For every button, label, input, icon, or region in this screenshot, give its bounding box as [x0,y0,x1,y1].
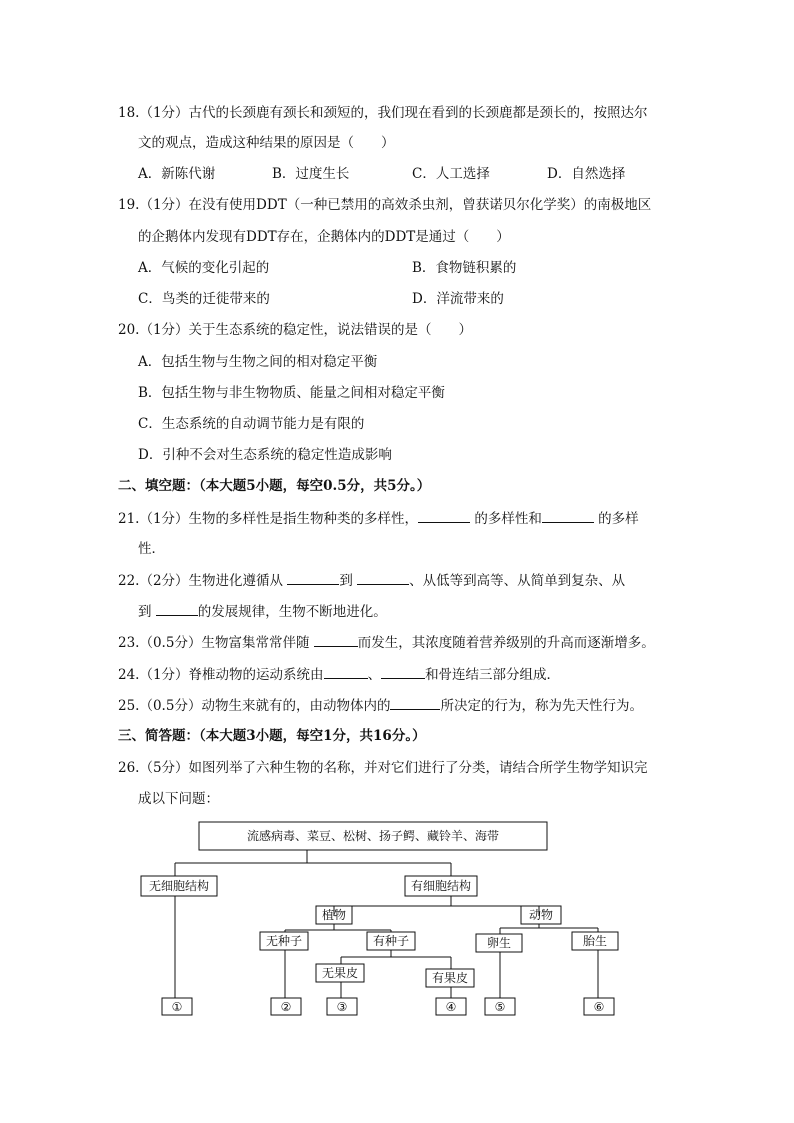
leaf-label-5: ⑤ [494,1000,506,1014]
q20-option-d: D．引种不会对生态系统的稳定性造成影响 [138,447,392,463]
no-pericarp-label: 无果皮 [321,966,359,980]
q20-line1: 20.（1分）关于生态系统的稳定性，说法错误的是（ ） [118,322,473,338]
leaf-label-1: ① [171,1000,183,1014]
plant-label: 植物 [321,908,347,922]
q24-text-1: 24.（1分）脊椎动物的运动系统由 [118,667,324,683]
q24-text-3: 和骨连结三部分组成． [425,667,561,683]
q19-option-a: A．气候的变化引起的 [138,260,270,276]
q22-text-2: 到 [339,573,358,589]
q23-text-2: 而发生，其浓度随着营养级别的升高而逐渐增多。 [357,635,655,651]
top-box-label: 流感病毒、菜豆、松树、扬子鳄、藏铃羊、海带 [246,829,500,843]
q19-line2: 的企鹅体内发现有DDT存在，企鹅体内的DDT是通过（ ） [138,229,510,245]
viviparous-label: 胎生 [582,934,608,948]
q19-option-d: D．洋流带来的 [412,291,504,307]
has-cell-label: 有细胞结构 [410,879,472,893]
q18-line1: 18.（1分）古代的长颈鹿有颈长和颈短的，我们现在看到的长颈鹿都是颈长的，按照达尔 [118,105,648,121]
leaf-label-4: ④ [445,1000,457,1014]
q21-text-2: 的多样性和 [474,511,542,527]
q25-text-1: 25.（0.5分）动物生来就有的，由动物体内的 [118,698,391,714]
q26-line2: 成以下问题： [138,791,219,807]
no-cell-label: 无细胞结构 [148,879,210,893]
q18-option-c: C．人工选择 [412,166,490,182]
leaf-label-3: ③ [336,1000,348,1014]
oviparous-label: 卵生 [486,936,512,950]
q19-option-c: C．鸟类的迁徙带来的 [138,291,270,307]
q19-line1: 19.（1分）在没有使用DDT（一种已禁用的高效杀虫剂，曾获诺贝尔化学奖）的南极地区 [118,197,652,213]
no-seed-label: 无种子 [265,934,303,948]
animal-label: 动物 [528,908,554,922]
section-2-heading: 二、填空题：（本大题5小题，每空0.5分，共5分。） [118,478,431,494]
q21-text-1: 21.（1分）生物的多样性是指生物种类的多样性， [118,511,419,527]
q20-option-c: C．生态系统的自动调节能力是有限的 [138,416,365,432]
section-3-heading: 三、简答题：（本大题3小题，每空1分，共16分。） [118,728,426,744]
has-pericarp-label: 有果皮 [431,971,469,985]
q21-line2: 性． [138,541,165,557]
q26-line1: 26.（5分）如图列举了六种生物的名称，并对它们进行了分类，请结合所学生物学知识完 [118,760,648,776]
q20-option-b: B．包括生物与非生物物质、能量之间相对稳定平衡 [138,385,445,401]
q21-text-3: 的多样 [598,511,639,527]
q18-line2: 文的观点，造成这种结果的原因是（ ） [138,135,395,151]
q25-text-2: 所决定的行为，称为先天性行为。 [440,698,643,714]
leaf-label-6: ⑥ [593,1000,605,1014]
q24-text-2: 、 [367,667,382,683]
leaf-label-2: ② [280,1000,292,1014]
q18-option-b: B．过度生长 [272,166,350,182]
q23-text-1: 23.（0.5分）生物富集常常伴随 [118,635,314,651]
q18-option-d: D．自然选择 [547,166,626,182]
q18-option-a: A．新陈代谢 [138,166,216,182]
q20-option-a: A．包括生物与生物之间的相对稳定平衡 [138,354,378,370]
q22-text-3: 、从低等到高等、从简单到复杂、从 [409,573,626,589]
q22-text-5: 的发展规律，生物不断地进化。 [197,604,387,620]
q22-text-4: 到 [138,604,156,620]
q22-text-1: 22.（2分）生物进化遵循从 [118,573,288,589]
q19-option-b: B．食物链积累的 [412,260,517,276]
has-seed-label: 有种子 [372,934,410,948]
